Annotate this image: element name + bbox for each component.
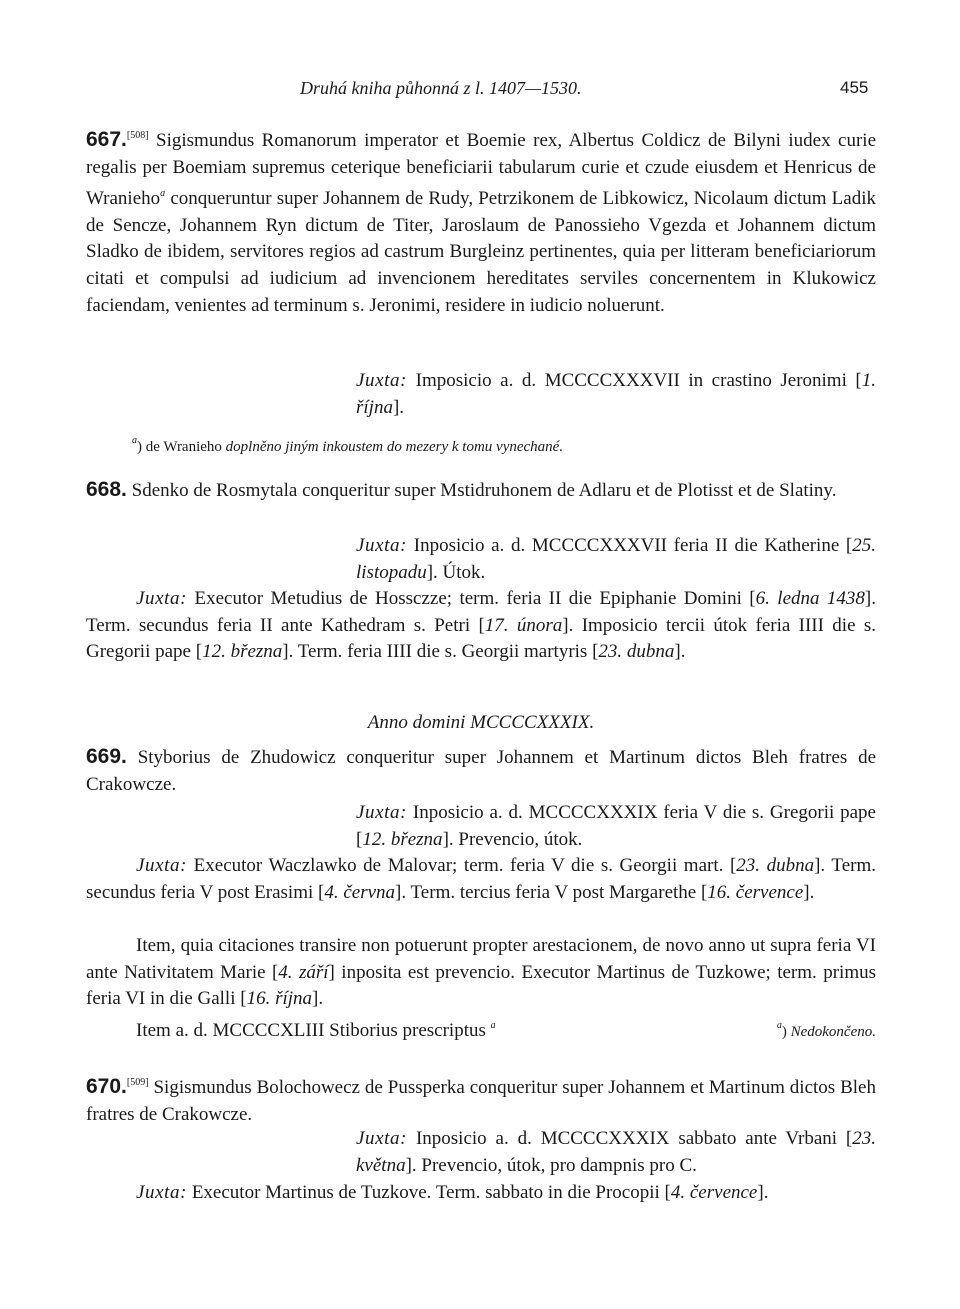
- juxta-670-1: [86, 1126, 876, 1179]
- entry-number: 667.: [86, 128, 127, 151]
- date: 1. října: [356, 370, 876, 418]
- juxta-label: Juxta:: [136, 855, 188, 876]
- entry-text-cont: conqueruntur super Johannem de Rudy, Petrzikonem de Libkowicz, Nicolaum dictum Ladik de Sencze, Johannem Ryn dictum de Titer, Jaroslaum de Panossieho Vgezda et Johannem dictum Sladko de ibidem, servitores regios ad castrum Burgleinz pertinentes, quia per litteram beneficiariorum citati et compulsi ad iudicium ad invencionem hereditates serviles concernentem in Klukowicz faciendam, venientes ad terminum s. Jeronimi, residere in iudicio noluerunt.: [86, 188, 876, 316]
- juxta-text: ]. Term. secundus feria V post Erasimi [: [86, 855, 876, 903]
- entry-668: [86, 477, 876, 505]
- item-end: ].: [312, 988, 324, 1010]
- date: 16. července: [707, 881, 804, 903]
- entry-667: [86, 123, 876, 319]
- footnote-667: [132, 428, 832, 461]
- juxta-text: ]. Term. secundus feria II ante Kathedram s. Petri [: [86, 588, 876, 636]
- date: 17. února: [484, 614, 563, 636]
- juxta-label: Juxta:: [356, 1128, 408, 1149]
- juxta-text: ]. Term. tercius feria V post Margarethe [: [395, 881, 708, 903]
- juxta-text: Executor Martinus de Tuzkove. Term. sabbato in die Procopii [: [187, 1182, 671, 1203]
- juxta-end: ].: [392, 396, 405, 418]
- entry-text: Styborius de Zhudowicz conqueritur super Johannem et Martinum dictos Bleh fratres de Crakowcze.: [86, 747, 877, 795]
- year-heading: Anno domini MCCCCXXXIX.: [367, 712, 595, 733]
- footnote-mark: a: [132, 435, 137, 446]
- date: 4. září: [278, 961, 329, 983]
- juxta-669-2: [86, 853, 876, 906]
- juxta-label: Juxta:: [356, 802, 408, 823]
- item-669-1: [86, 933, 876, 1013]
- juxta-668-2: [86, 586, 876, 666]
- entry-text: Sdenko de Rosmytala conqueritur super Mstidruhonem de Adlaru et de Plotisst et de Slatiny.: [131, 480, 837, 501]
- juxta-label: Juxta:: [136, 588, 188, 609]
- running-header: Druhá kniha půhonná z l. 1407—1530.: [300, 78, 582, 98]
- entry-669: [86, 744, 876, 798]
- juxta-669-1: [86, 800, 876, 853]
- juxta-end: ]. Prevencio, útok, pro dampnis pro C.: [405, 1154, 697, 1176]
- juxta-text: Inposicio a. d. MCCCCXXXVII feria II die Katherine [: [407, 535, 853, 556]
- date: 6. ledna 1438: [755, 588, 865, 609]
- juxta-label: Juxta:: [356, 370, 408, 391]
- juxta-668-1: [86, 533, 876, 586]
- entry-text: Sigismundus Romanorum imperator et Boemie rex, Albertus Coldicz de Bilyni iudex curie regalis per Boemiam supremus ceterique beneficiarii tabularum curie et czude eiusdem et Henricus de Wranieho: [86, 130, 877, 210]
- footnote-mark: a: [490, 1020, 496, 1031]
- juxta-text: ]. Imposicio tercii útok feria IIII die s. Gregorii pape [: [86, 614, 876, 663]
- date: 12. března: [362, 828, 443, 850]
- item-text: Item a. d. MCCCCXLIII Stiborius prescriptus: [136, 1020, 486, 1041]
- item-669-2: $^a$) Nedokončeno. Item a. d. MCCCCXLIII Stiborius prescriptus $^a$: [136, 1020, 876, 1041]
- juxta-text: Imposicio a. d. MCCCCXXXVII in crastino Jeronimi [: [407, 370, 862, 391]
- juxta-text: Inposicio a. d. MCCCCXXXIX feria V die s. Gregorii pape [: [356, 802, 876, 850]
- date: 16. října: [246, 988, 313, 1010]
- entry-670: [86, 1070, 876, 1128]
- item-text: ] inposita est prevencio. Executor Martinus de Tuzkowe; term. primus feria VI in die Galli [: [86, 961, 876, 1010]
- entry-number: 668.: [86, 478, 127, 501]
- footnote-note: doplněno jiným inkoustem do mezery k tomu vynechané.: [225, 439, 564, 455]
- juxta-end: ].: [674, 641, 686, 663]
- juxta-label: Juxta:: [136, 1182, 188, 1203]
- juxta-text: Inposicio a. d. MCCCCXXXIX sabbato ante Vrbani [: [407, 1128, 853, 1149]
- date: 25. listopadu: [356, 535, 876, 583]
- footnote-mark: a: [160, 188, 166, 200]
- date: 4. června: [324, 881, 396, 903]
- folio-ref: [508]: [126, 130, 149, 141]
- date: 23. května: [356, 1128, 876, 1176]
- folio-ref: [509]: [126, 1077, 149, 1088]
- item-text: Item, quia citaciones transire non potuerunt propter arestacionem, de novo anno ut supra feria VI ante Nativitatem Marie [: [86, 935, 876, 983]
- entry-number: 670.: [86, 1075, 127, 1098]
- juxta-end: ].: [757, 1182, 769, 1203]
- juxta-text: Executor Waczlawko de Malovar; term. feria V die s. Georgii mart. [: [187, 855, 737, 876]
- juxta-end: ].: [803, 881, 815, 903]
- page-number: 455: [840, 78, 869, 97]
- juxta-667: [86, 368, 876, 421]
- entry-text: Sigismundus Bolochowecz de Pussperka conqueritur super Johannem et Martinum dictos Bleh fratres de Crakowcze.: [86, 1077, 876, 1125]
- juxta-end: ]. Útok.: [426, 561, 486, 583]
- date: 23. dubna: [598, 641, 675, 663]
- juxta-end: ]. Prevencio, útok.: [442, 828, 583, 850]
- juxta-label: Juxta:: [356, 535, 408, 556]
- juxta-text: ]. Term. feria IIII die s. Georgii martyris [: [282, 641, 599, 663]
- date: 12. března: [202, 641, 283, 663]
- date: 23. dubna: [736, 855, 815, 876]
- date: 4. července: [670, 1182, 758, 1203]
- entry-number: 669.: [86, 745, 127, 768]
- juxta-670-2: [86, 1180, 876, 1207]
- footnote-text: ) de Wranieho: [137, 439, 226, 455]
- footnote-text: Nedokončeno.: [790, 1024, 876, 1040]
- juxta-text: Executor Metudius de Hossczze; term. feria II die Epiphanie Domini [: [187, 588, 756, 609]
- footnote-mark: a: [776, 1020, 782, 1031]
